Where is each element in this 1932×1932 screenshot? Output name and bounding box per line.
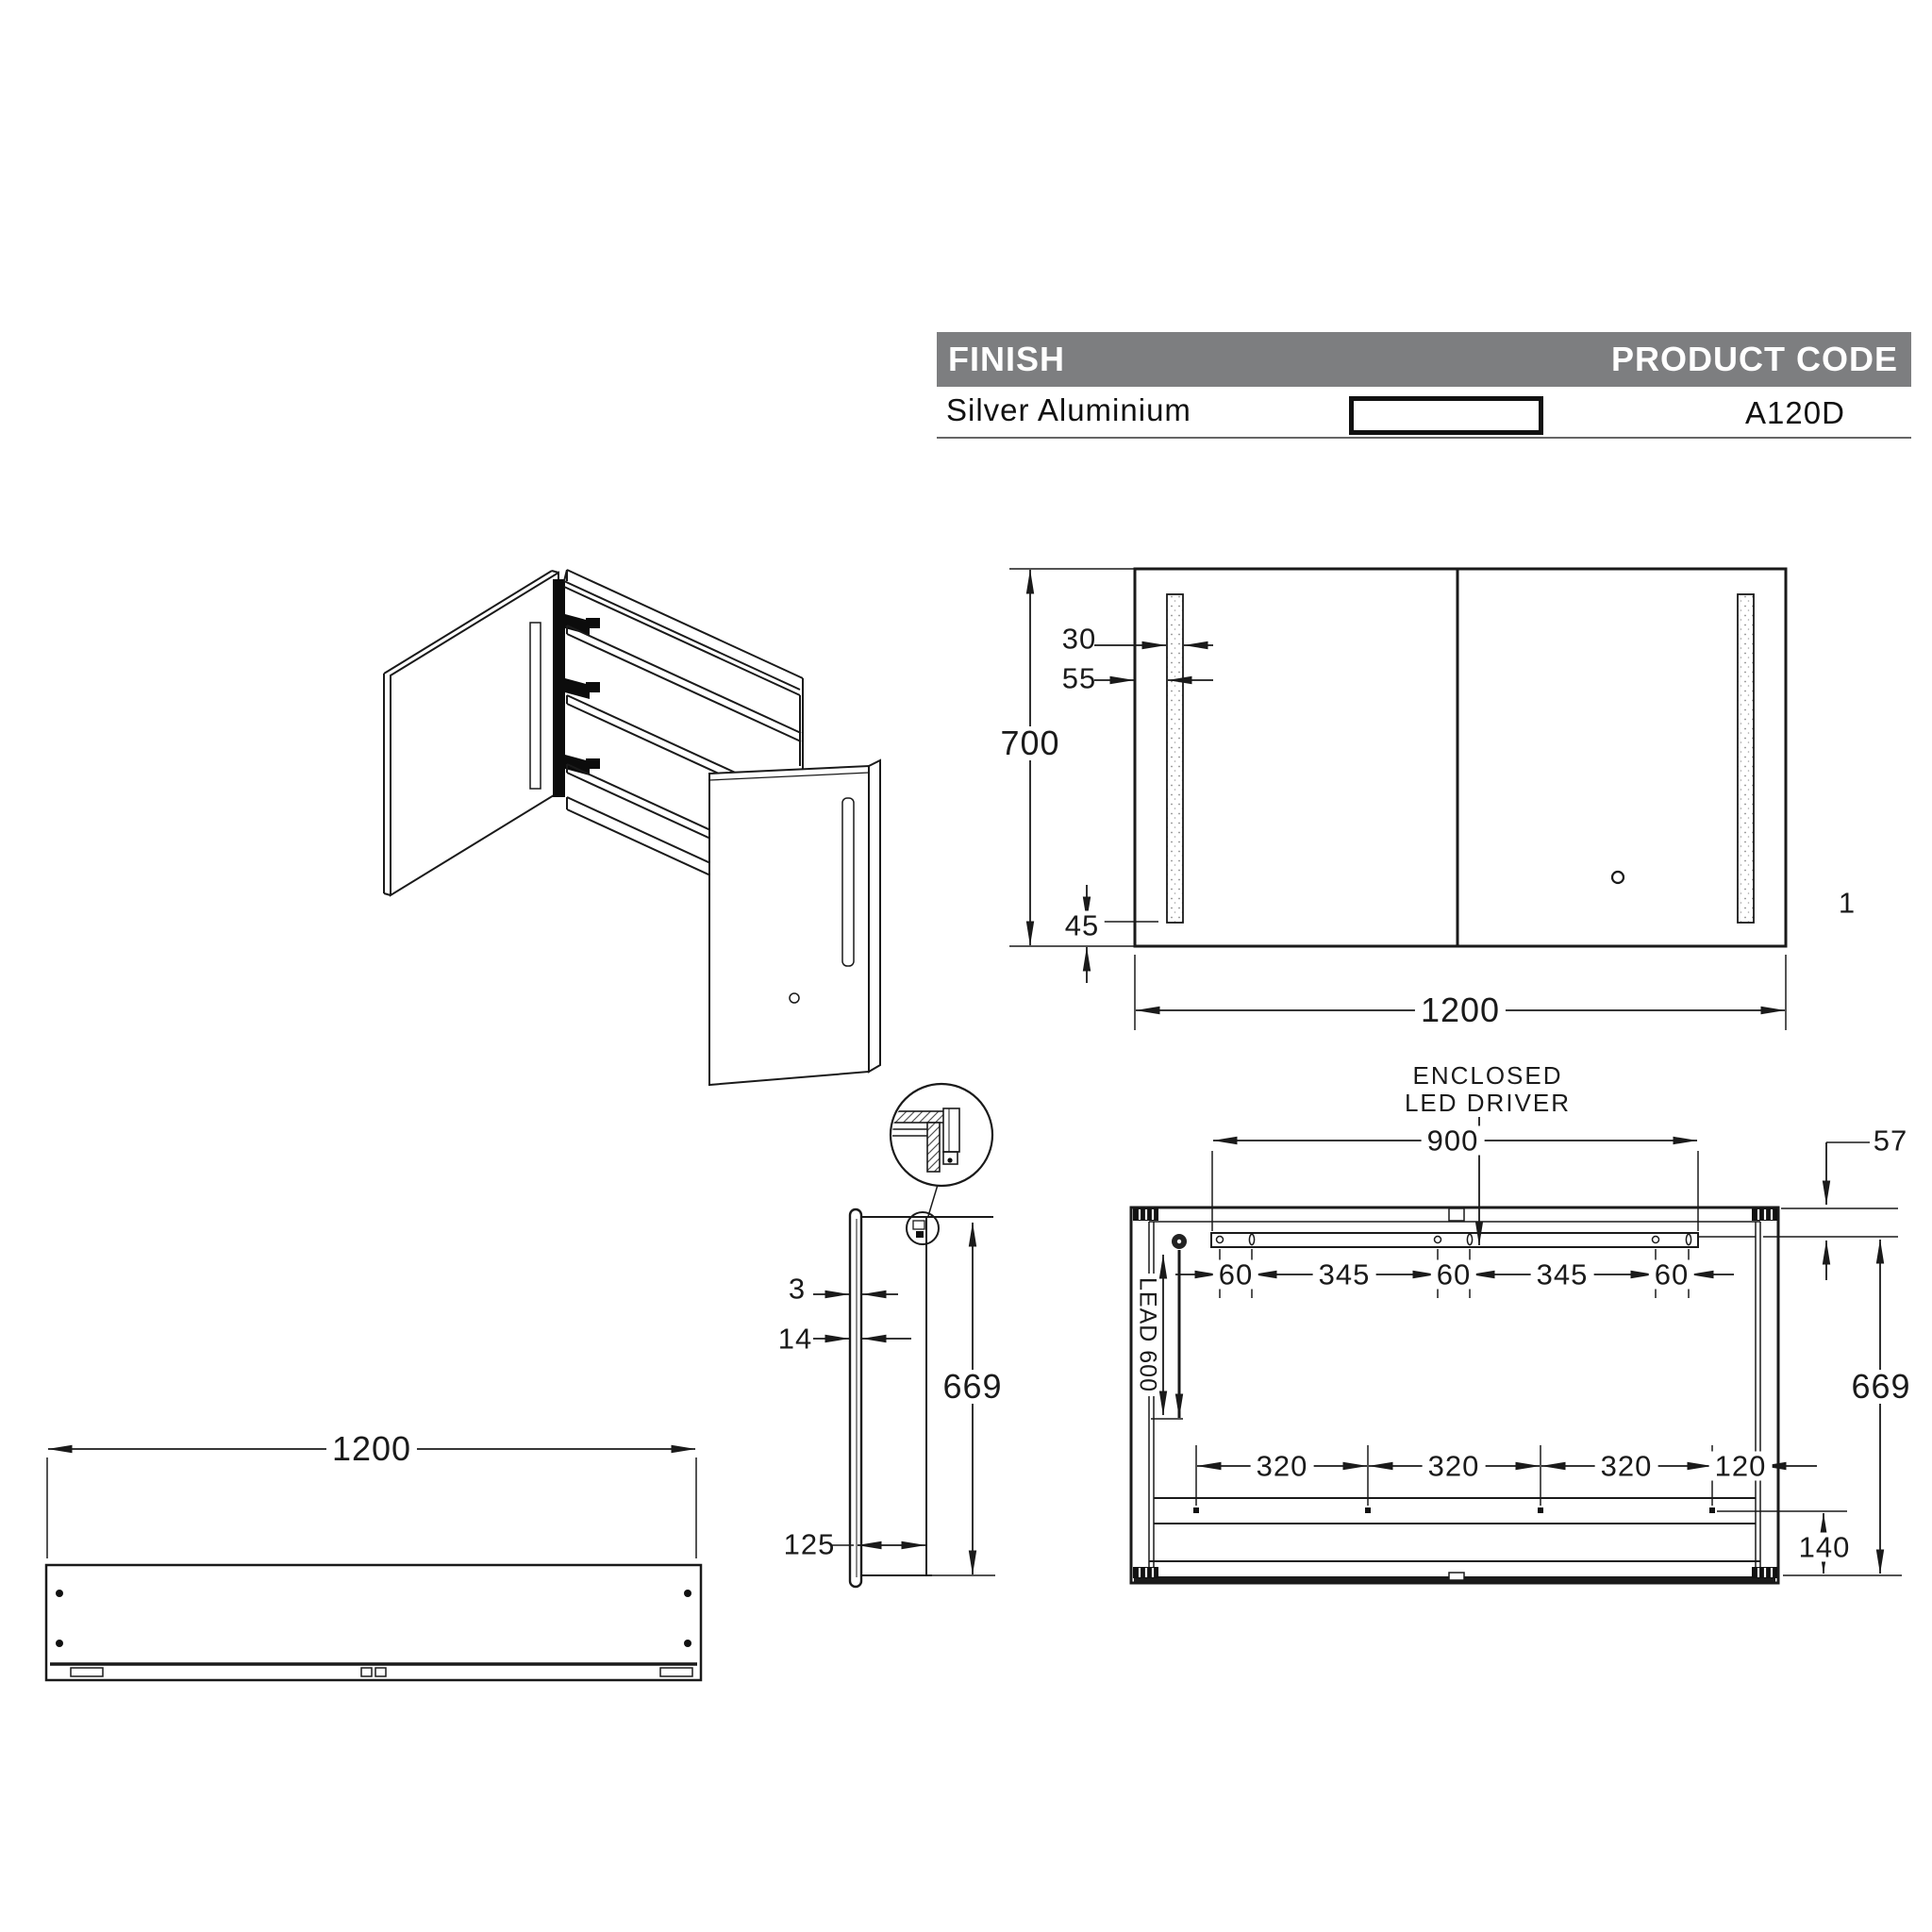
back-view xyxy=(1131,1117,1902,1583)
dim-back-height: 669 xyxy=(1845,1370,1916,1404)
dim-bottom-spacing-4: 120 xyxy=(1709,1452,1773,1481)
dim-rail-spacing-4: 345 xyxy=(1531,1260,1594,1290)
door-led-slot xyxy=(530,623,541,789)
dim-strip-inset: 55 xyxy=(1061,661,1097,695)
bottom-center-seam xyxy=(1449,1573,1464,1580)
plan-view xyxy=(46,1449,701,1680)
dim-rail-spacing-3: 60 xyxy=(1431,1260,1476,1290)
dim-bottom-spacing-1: 320 xyxy=(1251,1452,1314,1481)
led-strip-right xyxy=(1738,594,1754,923)
dim-mirror-thickness: 3 xyxy=(788,1272,807,1306)
led-driver-label-line1: ENCLOSED xyxy=(1412,1061,1563,1090)
dim-front-height: 700 xyxy=(994,726,1065,760)
product-code-label: PRODUCT CODE xyxy=(1610,340,1898,378)
dim-plan-width: 1200 xyxy=(326,1432,417,1466)
finish-value: Silver Aluminium xyxy=(946,392,1191,427)
dim-rail-span: 900 xyxy=(1422,1126,1485,1156)
isometric-view xyxy=(384,570,880,1085)
dim-bottom-spacing-3: 320 xyxy=(1595,1452,1658,1481)
dim-bottom-offset: 140 xyxy=(1793,1533,1857,1562)
dim-door-thickness: 14 xyxy=(777,1322,813,1356)
finish-label: FINISH xyxy=(948,340,1066,378)
led-driver-label-line2: LED DRIVER xyxy=(1404,1089,1572,1117)
lead-length-label: LEAD 600 xyxy=(1136,1274,1159,1396)
dim-front-width: 1200 xyxy=(1415,993,1506,1027)
dim-depth: 125 xyxy=(783,1527,836,1561)
detail-view-circle xyxy=(891,1084,992,1186)
led-strip-left xyxy=(1167,594,1183,923)
dim-bottom-spacing-2: 320 xyxy=(1423,1452,1486,1481)
product-code-value: A120D xyxy=(1745,395,1845,430)
touch-sensor xyxy=(1612,872,1624,883)
top-center-seam xyxy=(1449,1208,1464,1221)
hanging-rail xyxy=(1211,1233,1698,1247)
hinge-stile xyxy=(553,579,565,797)
front-view xyxy=(1009,569,1786,1030)
qty-note: 1 xyxy=(1838,886,1857,920)
dim-strip-bottom-gap: 45 xyxy=(1059,911,1105,941)
side-view xyxy=(813,1084,995,1587)
dim-strip-width: 30 xyxy=(1061,622,1097,656)
dim-rail-top-offset: 57 xyxy=(1873,1124,1908,1158)
dim-side-height: 669 xyxy=(937,1370,1008,1404)
side-door-panel xyxy=(850,1209,861,1587)
dim-rail-spacing-2: 345 xyxy=(1313,1260,1376,1290)
dim-rail-spacing-5: 60 xyxy=(1649,1260,1694,1290)
dim-rail-spacing-1: 60 xyxy=(1213,1260,1258,1290)
front-led-slot xyxy=(842,798,854,966)
